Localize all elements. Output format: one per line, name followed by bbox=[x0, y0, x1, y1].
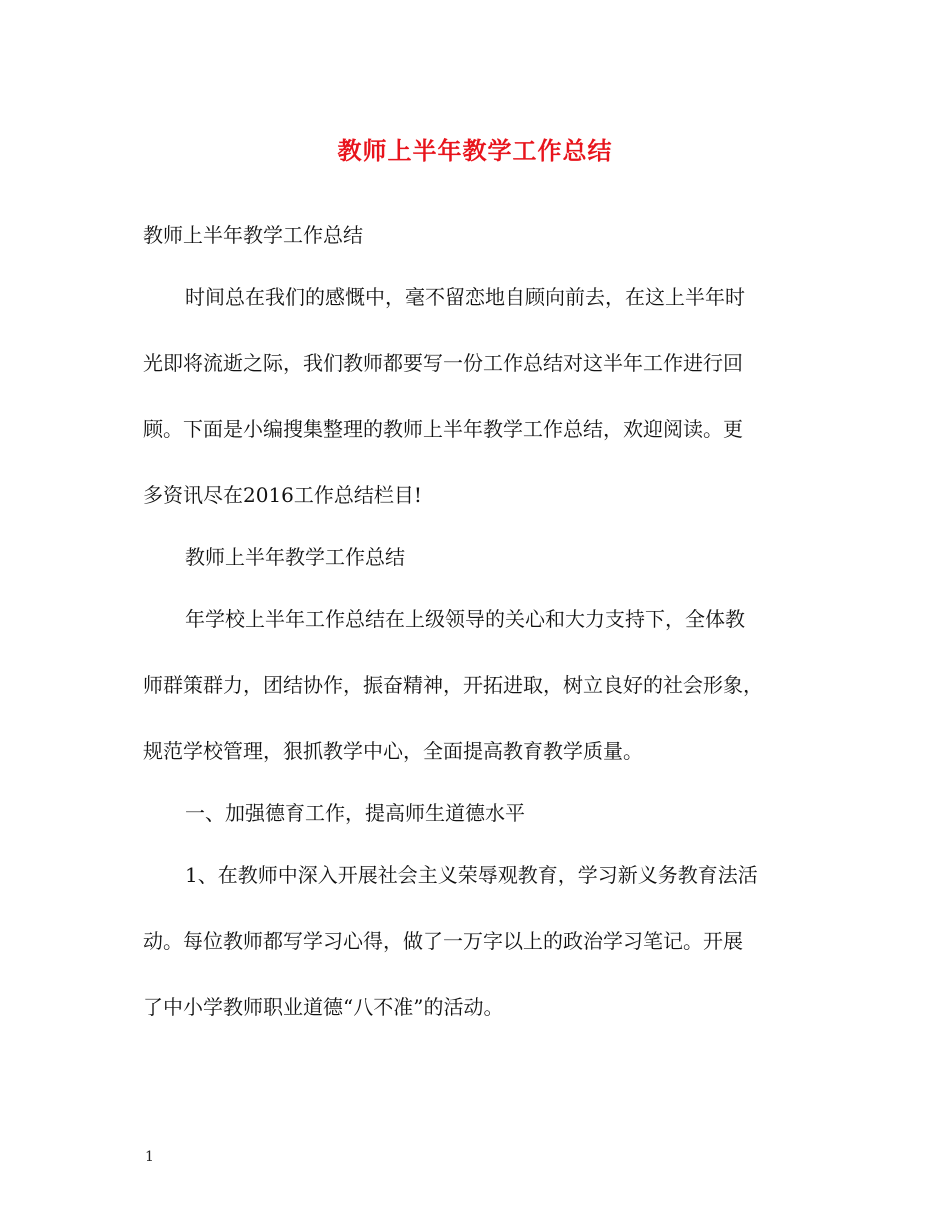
body-line-11: 动。每位教师都写学习心得，做了一万字以上的政治学习笔记。开展 bbox=[143, 929, 743, 953]
body-line-subheading: 教师上半年教学工作总结 bbox=[185, 545, 405, 569]
body-line-10: 1、在教师中深入开展社会主义荣辱观教育，学习新义务教育法活 bbox=[185, 863, 758, 887]
body-line-7: 师群策群力，团结协作，振奋精神，开拓进取，树立良好的社会形象， bbox=[143, 673, 763, 697]
body-line-3: 顾。下面是小编搜集整理的教师上半年教学工作总结，欢迎阅读。更 bbox=[143, 417, 743, 441]
document-title: 教师上半年教学工作总结 bbox=[337, 136, 613, 165]
body-line-2: 光即将流逝之际，我们教师都要写一份工作总结对这半年工作进行回 bbox=[143, 351, 743, 375]
body-line-8: 规范学校管理，狠抓教学中心，全面提高教育教学质量。 bbox=[143, 739, 643, 763]
body-line-heading: 教师上半年教学工作总结 bbox=[143, 223, 363, 247]
body-line-6: 年学校上半年工作总结在上级领导的关心和大力支持下，全体教 bbox=[185, 607, 745, 631]
body-line-12: 了中小学教师职业道德“八不准”的活动。 bbox=[143, 995, 504, 1019]
body-line-1: 时间总在我们的感慨中，毫不留恋地自顾向前去，在这上半年时 bbox=[185, 285, 745, 309]
document-body bbox=[143, 219, 808, 1057]
body-line-4: 多资讯尽在2016工作总结栏目! bbox=[143, 483, 422, 507]
page-number: 1 bbox=[145, 1149, 154, 1165]
body-line-section-heading: 一、加强德育工作，提高师生道德水平 bbox=[185, 801, 525, 825]
